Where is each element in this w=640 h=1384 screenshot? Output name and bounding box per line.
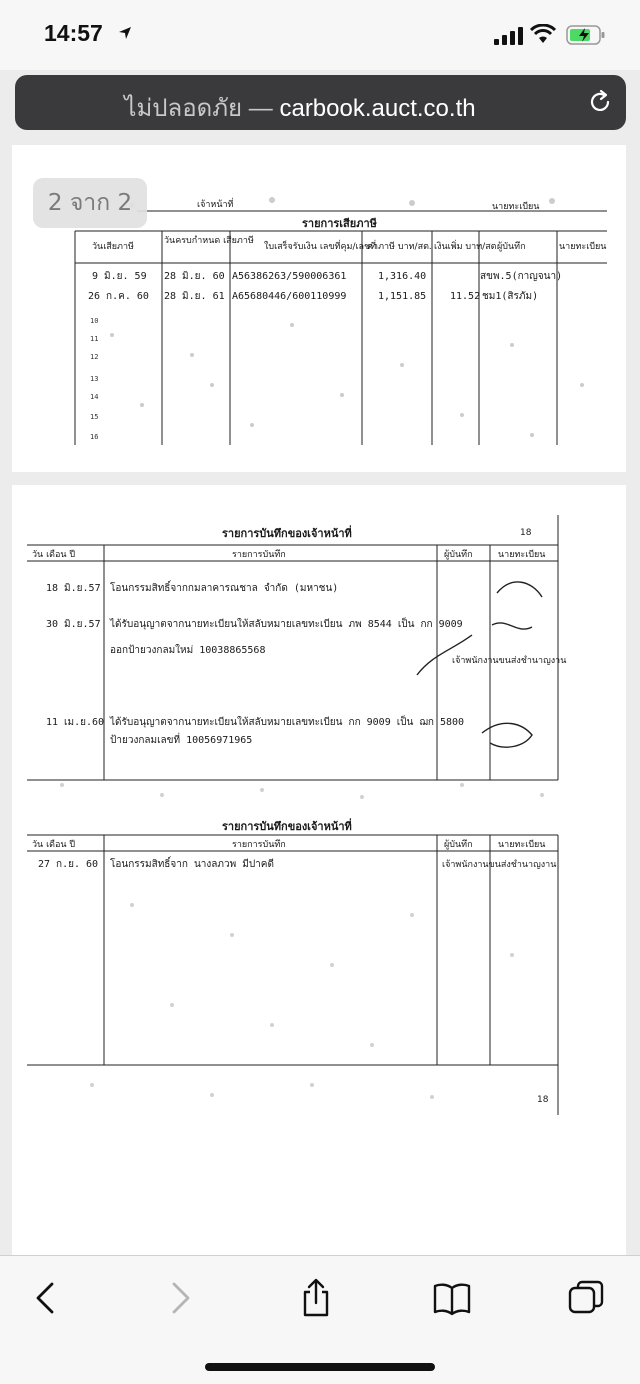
not-secure-label: ไม่ปลอดภัย (124, 95, 243, 122)
page-number: 18 (520, 528, 532, 538)
entry-date: 18 มิ.ย.57 (46, 583, 101, 594)
cell-receipt: A65680446/600110999 (232, 291, 347, 302)
col-entry: รายการบันทึก (232, 550, 286, 560)
cell-extra: 11.52 (450, 291, 481, 302)
reload-icon[interactable] (586, 88, 614, 116)
tax-table-title: รายการเสียภาษี (302, 217, 377, 230)
list-item (110, 644, 265, 656)
url-display[interactable] (15, 88, 585, 127)
col-paid-date: วันเสียภาษี (92, 242, 134, 252)
col-date: วัน เดือน ปี (32, 840, 76, 850)
officer-label: เจ้าหน้าที่ (197, 200, 234, 210)
battery-charging-icon (566, 25, 606, 45)
table-row (92, 271, 562, 282)
status-bar (0, 0, 640, 70)
col-registrar: นายทะเบียน (498, 550, 546, 560)
officer-record-scan (12, 485, 626, 1255)
url-domain: carbook.auct.co.th (279, 95, 476, 122)
cell-due: 28 มิ.ย. 60 (164, 271, 225, 282)
cell-recorder: ชม1(สิรภัม) (482, 291, 539, 302)
stamp-text: เจ้าพนักงานขนส่งชำนาญงาน (442, 860, 557, 870)
entry-text: โอนกรรมสิทธิ์จาก นางลภวพ มีปาคดี (110, 859, 274, 870)
cell-tax: 1,151.85 (378, 291, 427, 302)
col-recorder: ผู้บันทึก (444, 840, 473, 850)
cell-due: 28 มิ.ย. 61 (164, 291, 225, 302)
page-indicator: 2 จาก 2 (33, 178, 147, 228)
col-extra: เงินเพิ่ม บาท/สต. (434, 242, 500, 252)
line-number: 10 (90, 317, 99, 325)
cell-tax: 1,316.40 (378, 271, 427, 282)
officer-records-title: รายการบันทึกของเจ้าหน้าที่ (222, 527, 352, 540)
col-registrar: นายทะเบียน (498, 840, 546, 850)
share-icon[interactable] (296, 1278, 336, 1318)
line-number: 14 (90, 393, 99, 401)
col-date: วัน เดือน ปี (32, 550, 76, 560)
browser-toolbar (0, 1255, 640, 1384)
entry-text: ได้รับอนุญาตจากนายทะเบียนให้สลับหมายเลขทะเบียน ภพ 8544 เป็น กก 9009 (110, 619, 463, 630)
cell-receipt: A56386263/590006361 (232, 271, 347, 282)
back-icon[interactable] (26, 1278, 66, 1318)
registrar-label: นายทะเบียน (492, 202, 540, 212)
entry-text: ป้ายวงกลมเลขที่ 10056971965 (110, 735, 253, 746)
table-row (88, 291, 538, 302)
col-due-date: วันครบกำหนด เสียภาษี (164, 236, 254, 246)
clock: 14:57 (44, 20, 103, 46)
list-item (46, 580, 338, 594)
cell-recorder: สขพ.5(กาญจนา) (480, 271, 563, 282)
wifi-icon (530, 24, 556, 44)
location-arrow-icon (118, 26, 132, 40)
entry-date: 11 เม.ย.60 (46, 717, 105, 728)
cell-paid: 26 ก.ค. 60 (88, 291, 149, 302)
stamp-text: เจ้าพนักงานขนส่งชำนาญงาน (452, 656, 567, 666)
tabs-icon[interactable] (566, 1278, 606, 1318)
entry-date: 30 มิ.ย.57 (46, 619, 101, 630)
pdf-viewer[interactable] (0, 145, 640, 1255)
line-number: 11 (90, 335, 99, 343)
address-bar[interactable] (15, 75, 626, 130)
col-entry: รายการบันทึก (232, 840, 286, 850)
entry-text: โอนกรรมสิทธิ์จากกมลาคารณชาล จำกัด (มหาชน) (110, 583, 339, 594)
watermark-pattern (110, 197, 584, 437)
line-number: 16 (90, 433, 99, 441)
bottom-page-number: 18 (537, 1095, 549, 1105)
entry-text: ออกป้ายวงกลมใหม่ 10038865568 (110, 645, 266, 656)
col-receipt: ใบเสร็จรับเงิน เลขที่คุม/เลขที่ (264, 242, 377, 252)
entry-date: 27 ก.ย. 60 (38, 859, 99, 870)
line-number: 13 (90, 375, 99, 383)
col-recorder: ผู้บันทึก (444, 550, 473, 560)
col-registrar: นายทะเบียน (559, 242, 607, 252)
entry-text: ได้รับอนุญาตจากนายทะเบียนให้สลับหมายเลขทะเบียน กก 9009 เป็น ฌก 5800 (110, 717, 465, 728)
url-separator: — (242, 95, 280, 122)
officer-records-title-2: รายการบันทึกของเจ้าหน้าที่ (222, 820, 352, 833)
col-recorder: ผู้บันทึก (497, 242, 526, 252)
line-number: 12 (90, 353, 99, 361)
bookmarks-icon[interactable] (432, 1278, 472, 1318)
document-page-officer-records (12, 485, 626, 1255)
list-item (38, 856, 274, 870)
cellular-signal-icon (494, 27, 524, 45)
cell-paid: 9 มิ.ย. 59 (92, 271, 147, 282)
list-item (46, 714, 464, 728)
col-tax: ค่าภาษี บาท/สต. (367, 242, 432, 252)
home-indicator[interactable] (205, 1363, 435, 1371)
list-item (110, 732, 252, 746)
list-item (46, 616, 463, 630)
forward-icon[interactable] (160, 1278, 200, 1318)
line-number: 15 (90, 413, 99, 421)
